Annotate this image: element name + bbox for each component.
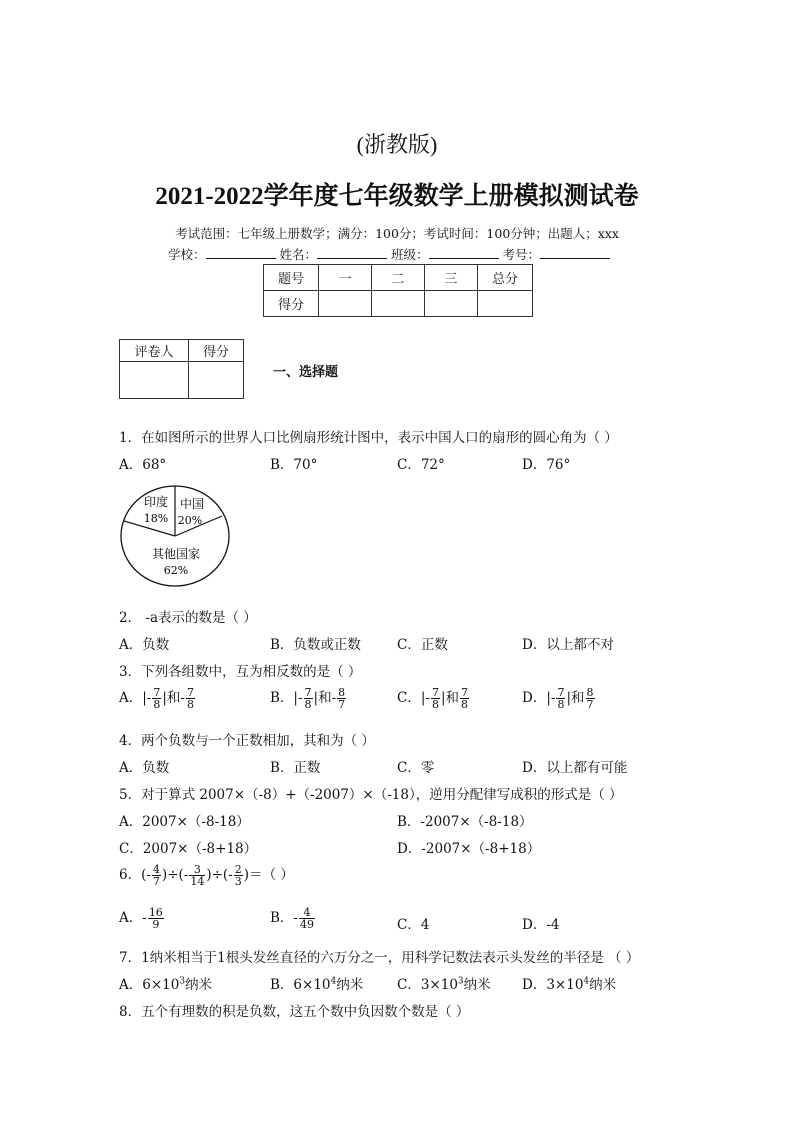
pie-label-china: 中国 bbox=[179, 497, 205, 511]
score-row-label: 得分 bbox=[264, 291, 319, 317]
q3-option-a[interactable] bbox=[119, 686, 196, 710]
grader-score-cell[interactable] bbox=[189, 362, 244, 399]
q6-option-d[interactable]: D．-4 bbox=[522, 917, 560, 933]
score-header-cell: 三 bbox=[425, 265, 478, 291]
class-blank[interactable] bbox=[429, 245, 499, 259]
q7-a-exp: 3 bbox=[179, 976, 186, 987]
population-pie-chart bbox=[119, 484, 231, 588]
fraction: $\frac{4}{7}$ bbox=[152, 863, 160, 888]
page-title: 2021-2022学年度七年级数学上册模拟测试卷 bbox=[155, 183, 639, 210]
question-2: 2． -a表示的数是（ ） bbox=[119, 610, 257, 626]
score-header-cell: 总分 bbox=[478, 265, 533, 291]
question-6 bbox=[119, 863, 294, 887]
q1-option-b[interactable]: B．70° bbox=[270, 457, 318, 473]
score-header-cell: 题号 bbox=[264, 265, 319, 291]
fraction: $\frac{16}{9}$ bbox=[148, 906, 163, 931]
q6-prefix: 6．(- bbox=[119, 867, 151, 883]
q5-option-d[interactable]: D．-2007×（-8+18） bbox=[397, 841, 541, 857]
q7-a-base: A．6×10 bbox=[119, 977, 180, 993]
section-heading: 一、选择题 bbox=[273, 365, 339, 380]
q7-d-base: D．3×10 bbox=[522, 977, 584, 993]
q3-c-prefix: C．|- bbox=[397, 690, 430, 706]
student-fields bbox=[168, 245, 610, 263]
q3-b-prefix: B．|- bbox=[270, 690, 303, 706]
q4-option-c[interactable]: C．零 bbox=[397, 760, 435, 776]
q1-option-d[interactable]: D．76° bbox=[522, 457, 571, 473]
q7-c-unit: 纳米 bbox=[463, 977, 491, 993]
fraction: $\frac{7}{8}$ bbox=[461, 686, 469, 711]
question-4: 4．两个负数与一个正数相加，其和为（ ） bbox=[119, 733, 375, 749]
score-cell[interactable] bbox=[478, 291, 533, 317]
edition-label: (浙教版) bbox=[356, 132, 438, 157]
score-header-cell: 一 bbox=[319, 265, 372, 291]
q7-d-unit: 纳米 bbox=[589, 977, 617, 993]
q1-option-c[interactable]: C．72° bbox=[397, 457, 445, 473]
fraction: $\frac{8}{7}$ bbox=[338, 686, 346, 711]
q6-option-b[interactable] bbox=[270, 906, 316, 930]
q6-a-prefix: A．- bbox=[119, 910, 147, 926]
grader-table bbox=[119, 339, 244, 399]
q7-b-unit: 纳米 bbox=[336, 977, 364, 993]
score-cell[interactable] bbox=[425, 291, 478, 317]
q3-option-c[interactable] bbox=[397, 686, 470, 710]
question-1: 1．在如图所示的世界人口比例扇形统计图中，表示中国人口的扇形的圆心角为（ ） bbox=[119, 430, 618, 446]
q3-b-mid: |和- bbox=[313, 690, 337, 706]
pie-pct-other: 62% bbox=[163, 564, 189, 577]
q4-option-d[interactable]: D．以上都有可能 bbox=[522, 760, 628, 776]
q5-option-a[interactable]: A．2007×（-8-18） bbox=[119, 814, 250, 830]
q5-option-c[interactable]: C．2007×（-8+18） bbox=[119, 841, 258, 857]
grader-header: 评卷人 bbox=[120, 340, 189, 362]
score-header-cell: 二 bbox=[372, 265, 425, 291]
q7-option-d[interactable] bbox=[522, 973, 616, 993]
q7-b-exp: 4 bbox=[330, 976, 337, 987]
pie-label-other: 其他国家 bbox=[151, 547, 201, 561]
q7-b-base: B．6×10 bbox=[270, 977, 331, 993]
fraction: $\frac{7}{8}$ bbox=[186, 686, 194, 711]
q2-option-c[interactable]: C．正数 bbox=[397, 637, 448, 653]
q6-option-a[interactable] bbox=[119, 906, 165, 930]
q3-option-d[interactable] bbox=[522, 686, 596, 710]
question-3: 3．下列各组数中，互为相反数的是（ ） bbox=[119, 664, 362, 680]
q3-c-mid: |和 bbox=[440, 690, 460, 706]
q2-option-b[interactable]: B．负数或正数 bbox=[270, 637, 361, 653]
q2-option-d[interactable]: D．以上都不对 bbox=[522, 637, 614, 653]
name-label: 姓名： bbox=[279, 247, 318, 262]
score-cell[interactable] bbox=[319, 291, 372, 317]
q2-option-a[interactable]: A．负数 bbox=[119, 637, 170, 653]
exam-info: 考试范围：七年级上册数学；满分：100分；考试时间：100分钟；出题人；xxx bbox=[175, 226, 619, 241]
q7-c-exp: 3 bbox=[457, 976, 464, 987]
grader-score-header: 得分 bbox=[189, 340, 244, 362]
question-7: 7．1纳米相当于1根头发丝直径的六万分之一，用科学记数法表示头发丝的半径是 （ ） bbox=[119, 950, 640, 966]
fraction: $\frac{8}{7}$ bbox=[586, 686, 594, 711]
q6-option-c[interactable]: C．4 bbox=[397, 917, 430, 933]
grader-cell[interactable] bbox=[120, 362, 189, 399]
fraction: $\frac{2}{3}$ bbox=[234, 863, 242, 888]
school-label: 学校： bbox=[168, 247, 206, 262]
score-cell[interactable] bbox=[372, 291, 425, 317]
school-blank[interactable] bbox=[206, 245, 276, 259]
fraction: $\frac{7}{8}$ bbox=[431, 686, 439, 711]
q1-option-a[interactable]: A．68° bbox=[119, 457, 167, 473]
q6-suffix: )＝（ ） bbox=[243, 867, 294, 883]
class-label: 班级： bbox=[391, 247, 429, 262]
score-table bbox=[263, 264, 533, 317]
fraction: $\frac{7}{8}$ bbox=[304, 686, 312, 711]
q3-a-mid: |和- bbox=[162, 690, 185, 706]
q7-d-exp: 4 bbox=[583, 976, 590, 987]
q3-d-mid: |和 bbox=[566, 690, 585, 706]
pie-pct-india: 18% bbox=[143, 512, 169, 525]
pie-pct-china: 20% bbox=[177, 514, 203, 527]
q3-option-b[interactable] bbox=[270, 686, 347, 710]
q6-b-prefix: B．- bbox=[270, 910, 298, 926]
q7-option-b[interactable] bbox=[270, 973, 363, 993]
q7-a-unit: 纳米 bbox=[185, 977, 213, 993]
q7-option-a[interactable] bbox=[119, 973, 212, 993]
exam-number-label: 考号： bbox=[502, 247, 541, 262]
q3-a-prefix: A．|- bbox=[119, 690, 152, 706]
q4-option-a[interactable]: A．负数 bbox=[119, 760, 170, 776]
fraction: $\frac{4}{49}$ bbox=[299, 906, 314, 931]
name-blank[interactable] bbox=[317, 245, 387, 259]
exam-number-blank[interactable] bbox=[540, 245, 610, 259]
q6-op: )÷(- bbox=[206, 867, 233, 883]
q6-op: )÷(- bbox=[161, 867, 189, 883]
fraction: $\frac{7}{8}$ bbox=[153, 686, 161, 711]
q4-option-b[interactable]: B．正数 bbox=[270, 760, 321, 776]
question-5: 5．对于算式 2007×（-8）+（-2007）×（-18），逆用分配律写成积的形式是（ ） bbox=[119, 787, 623, 803]
q5-option-b[interactable]: B．-2007×（-8-18） bbox=[397, 814, 533, 830]
fraction: $\frac{7}{8}$ bbox=[557, 686, 565, 711]
q7-c-base: C．3×10 bbox=[397, 977, 458, 993]
fraction: $\frac{3}{14}$ bbox=[190, 863, 205, 888]
question-8: 8．五个有理数的积是负数，这五个数中负因数个数是（ ） bbox=[119, 1004, 470, 1020]
q3-d-prefix: D．|- bbox=[522, 690, 556, 706]
pie-label-india: 印度 bbox=[143, 495, 169, 509]
q7-option-c[interactable] bbox=[397, 973, 491, 993]
